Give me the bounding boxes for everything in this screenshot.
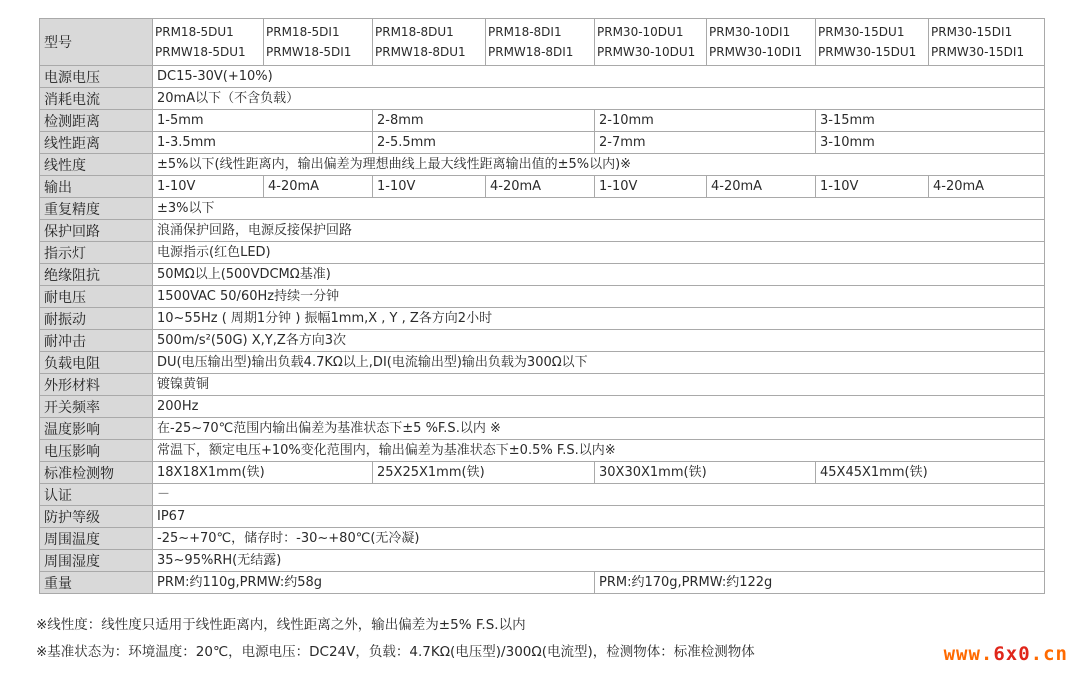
model-name-prmw: PRMW18-5DU1: [155, 45, 246, 59]
value-cell: 500m/s²(50G) X,Y,Z各方向3次: [153, 330, 1045, 352]
spec-table: [39, 18, 1045, 594]
value-cell: ±5%以下(线性距离内，输出偏差为理想曲线上最大线性距离输出值的±5%以内)※: [153, 154, 1045, 176]
value-cell: 200Hz: [153, 396, 1045, 418]
value-cell: 在-25~70℃范围内输出偏差为基准状态下±5 %F.S.以内 ※: [153, 418, 1045, 440]
model-cell: [486, 19, 595, 66]
model-name-prmw: PRMW30-15DI1: [931, 45, 1025, 59]
value-cell: PRM:约110g,PRMW:约58g: [153, 572, 595, 594]
spec-row: [40, 132, 1045, 154]
value-cell: 3-10mm: [816, 132, 1045, 154]
model-name-prmw: PRMW30-10DI1: [709, 45, 803, 59]
model-name-prmw: PRMW30-10DU1: [597, 45, 696, 59]
footnote-reference-state: ※基准状态为：环境温度：20℃，电源电压：DC24V，负载：4.7KΩ(电压型)/300Ω(电流型)，检测物体：标准检测物体: [36, 644, 755, 660]
row-label: 负载电阻: [40, 352, 153, 374]
value-cell: 50MΩ以上(500VDCMΩ基准): [153, 264, 1045, 286]
spec-row: [40, 242, 1045, 264]
row-label: 耐冲击: [40, 330, 153, 352]
value-cell: 1-10V: [373, 176, 486, 198]
value-cell: 35~95%RH(无结露): [153, 550, 1045, 572]
model-name-prm: PRM18-5DU1: [155, 25, 234, 39]
model-name-prm: PRM30-10DI1: [709, 25, 791, 39]
value-cell: 1-10V: [816, 176, 929, 198]
row-label: 型号: [40, 19, 153, 66]
model-cell: [373, 19, 486, 66]
value-cell: 2-7mm: [595, 132, 816, 154]
spec-row: [40, 528, 1045, 550]
spec-row: [40, 572, 1045, 594]
row-label: 消耗电流: [40, 88, 153, 110]
row-label: 耐电压: [40, 286, 153, 308]
spec-row: [40, 396, 1045, 418]
model-name-prmw: PRMW18-5DI1: [266, 45, 352, 59]
row-label: 输出: [40, 176, 153, 198]
value-cell: 3-15mm: [816, 110, 1045, 132]
model-name-prm: PRM18-5DI1: [266, 25, 340, 39]
value-cell: 2-5.5mm: [373, 132, 595, 154]
spec-row: [40, 154, 1045, 176]
value-cell: IP67: [153, 506, 1045, 528]
row-label: 周围湿度: [40, 550, 153, 572]
spec-row: [40, 330, 1045, 352]
row-label: 电压影响: [40, 440, 153, 462]
footnote-linearity: ※线性度：线性度只适用于线性距离内，线性距离之外，输出偏差为±5% F.S.以内: [36, 617, 526, 633]
value-cell: 30X30X1mm(铁): [595, 462, 816, 484]
value-cell: 20mA以下（不含负载）: [153, 88, 1045, 110]
row-label: 耐振动: [40, 308, 153, 330]
model-name-prmw: PRMW30-15DU1: [818, 45, 917, 59]
value-cell: 25X25X1mm(铁): [373, 462, 595, 484]
model-name-prmw: PRMW18-8DI1: [488, 45, 574, 59]
value-cell: 1-10V: [595, 176, 707, 198]
value-cell: 4-20mA: [929, 176, 1045, 198]
value-cell: 1-3.5mm: [153, 132, 373, 154]
value-cell: 2-10mm: [595, 110, 816, 132]
row-label: 绝缘阻抗: [40, 264, 153, 286]
row-label: 开关频率: [40, 396, 153, 418]
value-cell: 4-20mA: [486, 176, 595, 198]
row-label: 重量: [40, 572, 153, 594]
spec-row: [40, 198, 1045, 220]
spec-row: [40, 484, 1045, 506]
row-label: 保护回路: [40, 220, 153, 242]
spec-row: [40, 88, 1045, 110]
spec-row: [40, 286, 1045, 308]
value-cell: 常温下，额定电压+10%变化范围内，输出偏差为基准状态下±0.5% F.S.以内※: [153, 440, 1045, 462]
value-cell: 18X18X1mm(铁): [153, 462, 373, 484]
watermark-part-3: .cn: [1030, 643, 1068, 665]
header-row: [40, 19, 1045, 66]
row-label: 检测距离: [40, 110, 153, 132]
value-cell: 1500VAC 50/60Hz持续一分钟: [153, 286, 1045, 308]
model-name-prm: PRM30-15DI1: [931, 25, 1013, 39]
row-label: 线性距离: [40, 132, 153, 154]
value-cell: 2-8mm: [373, 110, 595, 132]
value-cell: 4-20mA: [264, 176, 373, 198]
row-label: 周围温度: [40, 528, 153, 550]
spec-row: [40, 440, 1045, 462]
value-cell: 1-5mm: [153, 110, 373, 132]
spec-row: [40, 550, 1045, 572]
watermark-logo: [944, 643, 1068, 665]
value-cell: －: [153, 484, 1045, 506]
model-name-prm: PRM18-8DU1: [375, 25, 454, 39]
spec-row: [40, 462, 1045, 484]
value-cell: 1-10V: [153, 176, 264, 198]
row-label: 指示灯: [40, 242, 153, 264]
row-label: 线性度: [40, 154, 153, 176]
value-cell: 45X45X1mm(铁): [816, 462, 1045, 484]
watermark-part-2: 6x0: [993, 643, 1031, 665]
model-cell: [816, 19, 929, 66]
model-cell: [707, 19, 816, 66]
model-cell: [929, 19, 1045, 66]
spec-row: [40, 66, 1045, 88]
value-cell: DC15-30V(+10%): [153, 66, 1045, 88]
value-cell: DU(电压输出型)输出负载4.7KΩ以上,DI(电流输出型)输出负载为300Ω以下: [153, 352, 1045, 374]
model-name-prm: PRM18-8DI1: [488, 25, 562, 39]
spec-row: [40, 352, 1045, 374]
row-label: 电源电压: [40, 66, 153, 88]
spec-row: [40, 220, 1045, 242]
row-label: 温度影响: [40, 418, 153, 440]
value-cell: -25~+70℃，储存时：-30~+80℃(无冷凝): [153, 528, 1045, 550]
model-name-prm: PRM30-15DU1: [818, 25, 905, 39]
value-cell: 10~55Hz ( 周期1分钟 ) 振幅1mm,X , Y , Z各方向2小时: [153, 308, 1045, 330]
spec-row: [40, 418, 1045, 440]
model-cell: [264, 19, 373, 66]
spec-row: [40, 374, 1045, 396]
watermark-part-1: www.: [943, 643, 994, 665]
spec-row: [40, 264, 1045, 286]
value-cell: PRM:约170g,PRMW:约122g: [595, 572, 1045, 594]
value-cell: 浪涌保护回路，电源反接保护回路: [153, 220, 1045, 242]
spec-row: [40, 506, 1045, 528]
row-label: 标准检测物: [40, 462, 153, 484]
row-label: 重复精度: [40, 198, 153, 220]
value-cell: 电源指示(红色LED): [153, 242, 1045, 264]
value-cell: ±3%以下: [153, 198, 1045, 220]
model-name-prmw: PRMW18-8DU1: [375, 45, 466, 59]
spec-row: [40, 176, 1045, 198]
spec-row: [40, 110, 1045, 132]
model-cell: [595, 19, 707, 66]
value-cell: 镀镍黄铜: [153, 374, 1045, 396]
model-name-prm: PRM30-10DU1: [597, 25, 684, 39]
row-label: 外形材料: [40, 374, 153, 396]
spec-row: [40, 308, 1045, 330]
value-cell: 4-20mA: [707, 176, 816, 198]
model-cell: [153, 19, 264, 66]
row-label: 防护等级: [40, 506, 153, 528]
row-label: 认证: [40, 484, 153, 506]
